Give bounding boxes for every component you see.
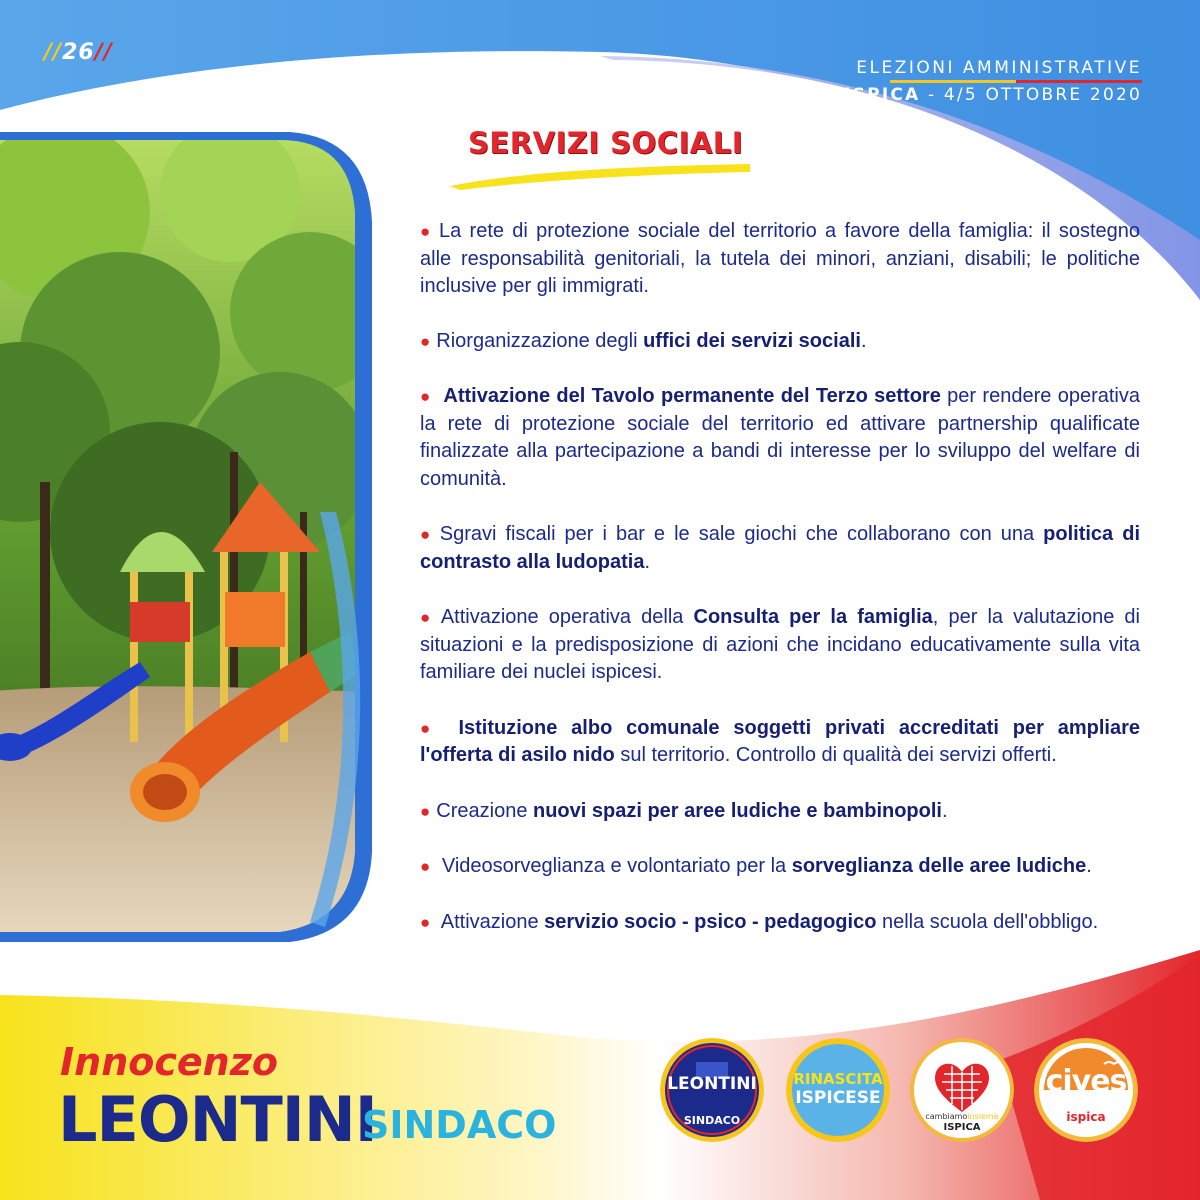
bullet-dot-icon: ● bbox=[420, 387, 432, 406]
social-services-list bbox=[420, 218, 1140, 964]
cives-ispica-logo bbox=[1034, 1038, 1138, 1142]
election-date-text: - 4/5 OTTOBRE 2020 bbox=[920, 85, 1142, 105]
bullet-dot-icon: ● bbox=[420, 222, 434, 241]
page-number-suffix: // bbox=[94, 40, 113, 65]
list-item bbox=[420, 798, 1140, 826]
leontini-logo-sub: SINDACO bbox=[683, 1114, 741, 1127]
bullet-dot-icon: ● bbox=[420, 608, 435, 627]
bullet-text: nella scuola dell'obbligo. bbox=[876, 910, 1099, 933]
bullet-dot-icon: ● bbox=[420, 857, 431, 876]
bullet-bold-text: nuovi spazi per aree ludiche e bambinopoli bbox=[533, 799, 942, 822]
bullet-text: , per la valutazione di situazioni e la predisposizione di azioni che incidano educativamente sulla vita familiare dei nuclei ispicesi. bbox=[420, 606, 1140, 683]
bullet-text: . bbox=[941, 799, 948, 822]
bullet-text: sul territorio. Controllo di qualità dei servizi offerti. bbox=[614, 744, 1057, 766]
bullet-dot-icon: ● bbox=[420, 525, 434, 544]
section-title: SERVIZI SOCIALI bbox=[468, 126, 743, 160]
bullet-bold-text: servizio socio - psico - pedagogico bbox=[544, 910, 877, 933]
rinascita-logo-line2: ISPICESE bbox=[795, 1088, 881, 1108]
bullet-text: Creazione bbox=[436, 799, 533, 822]
list-item bbox=[420, 715, 1140, 770]
bullet-text: La rete di protezione sociale del territorio a favore della famiglia: il sostegno alle responsabilità genitoriali, la tutela dei minori, anziani, disabili; le politiche inclusive per gli immigrati. bbox=[420, 220, 1140, 297]
list-item bbox=[420, 218, 1140, 301]
cives-logo-sub: ispica bbox=[1066, 1110, 1106, 1124]
cambiamo-logo-line3: ISPICA bbox=[943, 1122, 981, 1133]
bullet-bold-text: sorveglianza delle aree ludiche bbox=[791, 855, 1087, 877]
bullet-bold-text: Istituzione albo comunale soggetti privati accreditati per ampliare l'offerta di asilo nido bbox=[420, 716, 1140, 766]
page-number-value: 26 bbox=[62, 40, 95, 65]
candidate-first-name: Innocenzo bbox=[60, 1040, 278, 1084]
rinascita-ispicese-logo bbox=[786, 1038, 890, 1142]
list-item bbox=[420, 328, 1140, 356]
rinascita-logo-line1: RINASCITA bbox=[793, 1070, 883, 1088]
cambiamo-logo-word1: cambiamo bbox=[925, 1112, 968, 1121]
list-item bbox=[420, 853, 1140, 881]
bullet-text: Sgravi fiscali per i bar e le sale giochi che collaborano con una bbox=[439, 523, 1044, 545]
election-title: ELEZIONI AMMINISTRATIVE bbox=[856, 58, 1142, 78]
list-item bbox=[420, 521, 1140, 576]
header-rule bbox=[890, 80, 1142, 83]
bullet-text: Attivazione bbox=[436, 910, 545, 933]
candidate-last-name: LEONTINI bbox=[58, 1083, 377, 1156]
bullet-text: . bbox=[860, 329, 867, 352]
bullet-bold-text: politica di contrasto alla ludopatia bbox=[420, 523, 1140, 573]
election-header bbox=[844, 58, 1142, 105]
bullet-text bbox=[445, 717, 459, 739]
bullet-dot-icon: ● bbox=[420, 912, 431, 932]
bullet-dot-icon: ● bbox=[420, 718, 439, 738]
bullet-dot-icon: ● bbox=[420, 331, 431, 351]
candidate-role: SINDACO bbox=[362, 1103, 557, 1147]
bullet-bold-text: Consulta per la famiglia bbox=[693, 606, 933, 628]
bullet-text: Riorganizzazione degli bbox=[436, 329, 644, 352]
leontini-logo-name: LEONTINI bbox=[667, 1074, 757, 1094]
page-number bbox=[44, 40, 113, 65]
cambiamo-logo-word2: insieme bbox=[967, 1112, 999, 1121]
leontini-sindaco-logo bbox=[660, 1038, 764, 1142]
cambiamo-insieme-logo bbox=[910, 1038, 1014, 1142]
bullet-text: Videosorveglianza e volontariato per la bbox=[436, 855, 792, 877]
bullet-text: . bbox=[1086, 855, 1092, 877]
bullet-bold-text: Attivazione del Tavolo permanente del Terzo settore bbox=[443, 385, 941, 407]
playground-photo bbox=[0, 132, 372, 942]
list-item bbox=[420, 909, 1140, 937]
list-item bbox=[420, 604, 1140, 687]
bullet-bold-text: uffici dei servizi sociali bbox=[643, 329, 861, 352]
election-place: ISPICA bbox=[844, 85, 921, 105]
bullet-text: per rendere operativa la rete di protezione sociale del territorio ed attivare partnership qualificate finalizzate alla partecipazione a bandi di interesse per lo sviluppo del welfare di comunità. bbox=[420, 385, 1140, 490]
list-item bbox=[420, 383, 1140, 493]
title-underline-swoosh bbox=[450, 160, 750, 192]
page-number-prefix: // bbox=[44, 40, 63, 65]
bullet-text: . bbox=[644, 550, 651, 573]
bullet-text: Attivazione operativa della bbox=[440, 606, 694, 628]
cives-logo-name: cives bbox=[1045, 1064, 1127, 1099]
bullet-dot-icon: ● bbox=[420, 801, 431, 821]
election-date bbox=[844, 85, 1142, 105]
cambiamo-logo-line1 bbox=[910, 1112, 1014, 1121]
